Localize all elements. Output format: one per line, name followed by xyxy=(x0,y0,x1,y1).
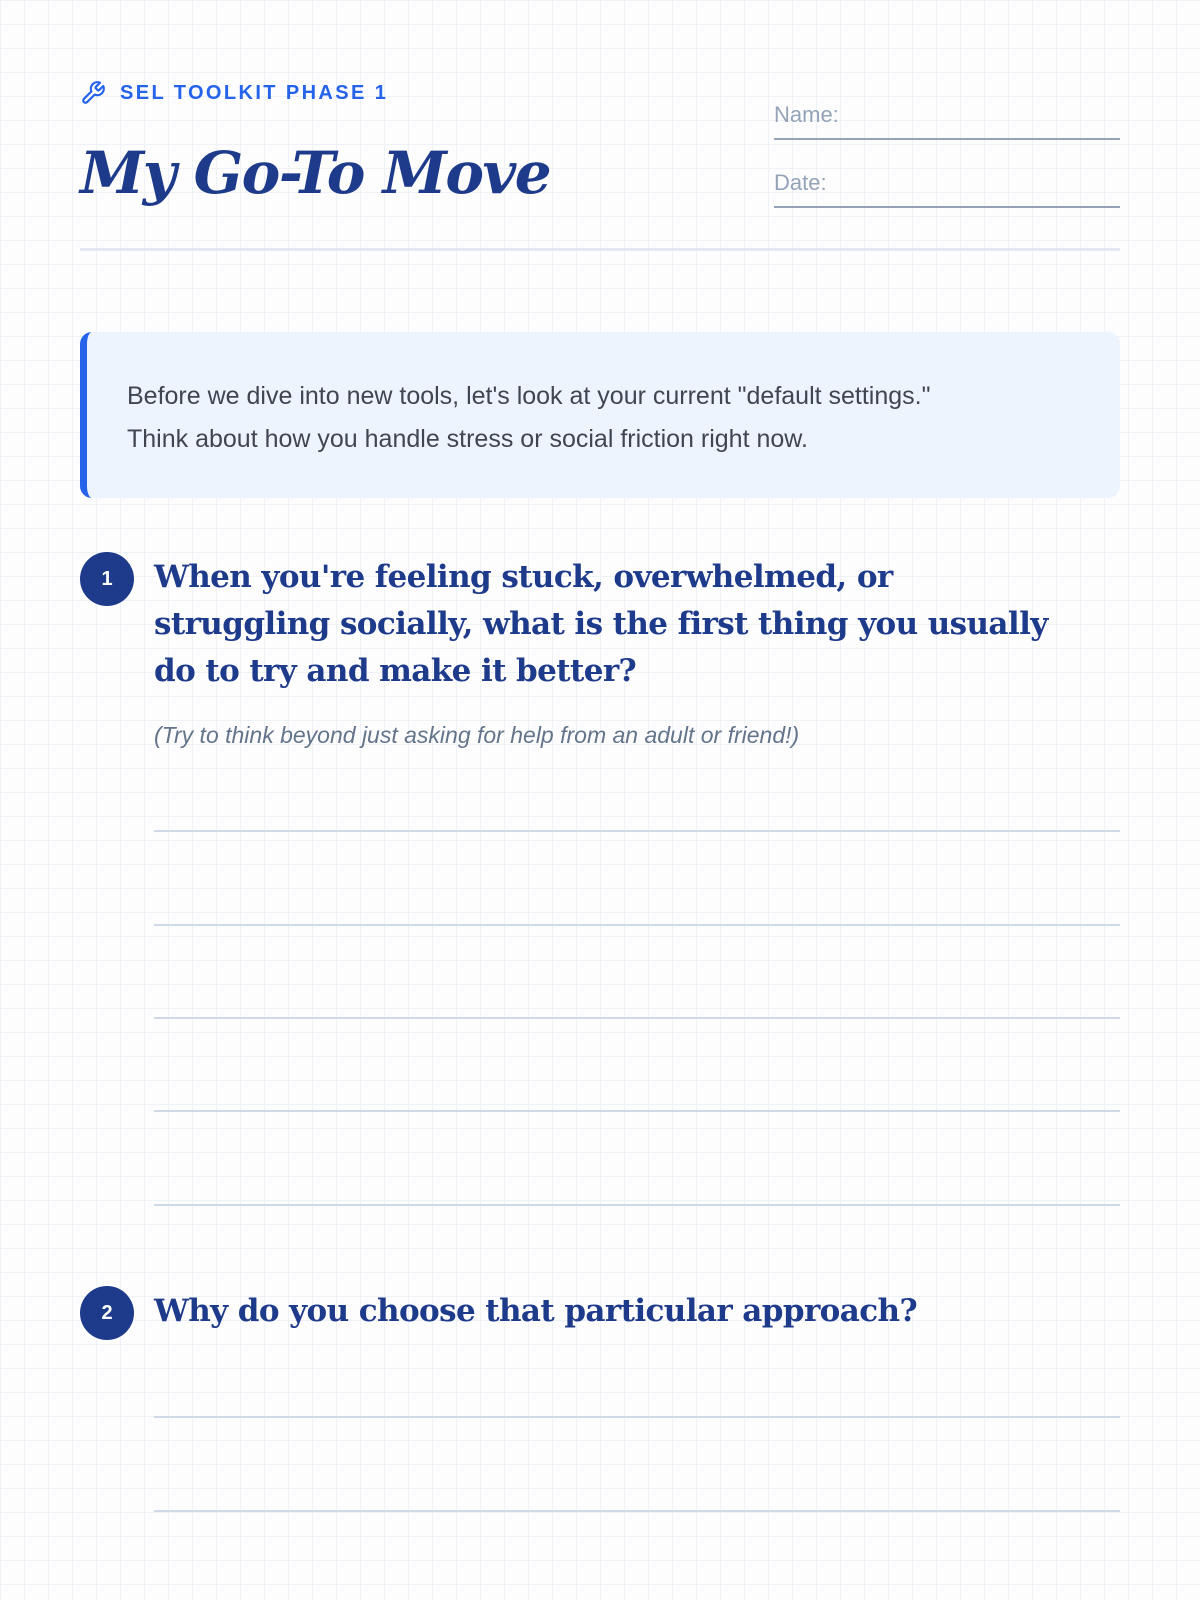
question-2-text: Why do you choose that particular approach? xyxy=(154,1293,918,1329)
wrench-icon xyxy=(80,80,106,106)
question-1-answer-line[interactable] xyxy=(154,830,1120,832)
question-1-text: When you're feeling stuck, overwhelmed, or struggling socially, what is the first thing you usually do to try and make it better? xyxy=(154,559,1048,689)
question-1-answer-line[interactable] xyxy=(154,1110,1120,1112)
question-1-hint: (Try to think beyond just asking for help from an adult or friend!) xyxy=(154,722,800,748)
question-1-answer-line[interactable] xyxy=(154,924,1120,926)
date-label: Date: xyxy=(774,170,827,195)
eyebrow-label: SEL TOOLKIT PHASE 1 xyxy=(120,81,389,104)
name-field[interactable] xyxy=(774,100,1120,140)
question-2-answer-line[interactable] xyxy=(154,1416,1120,1418)
worksheet-page xyxy=(80,0,1120,1600)
question-1-answer-line[interactable] xyxy=(154,1017,1120,1019)
question-2-answer-line[interactable] xyxy=(154,1510,1120,1512)
page-title: My Go-To Move xyxy=(80,139,551,207)
header-divider xyxy=(80,248,1120,251)
name-label: Name: xyxy=(774,102,839,127)
intro-callout xyxy=(80,332,1120,498)
question-1-answer-line[interactable] xyxy=(154,1204,1120,1206)
eyebrow xyxy=(80,80,388,106)
intro-line-1: Before we dive into new tools, let's look at your current "default settings." xyxy=(127,382,931,410)
question-1-number-badge: 1 xyxy=(80,552,134,606)
intro-line-2: Think about how you handle stress or social friction right now. xyxy=(127,425,808,453)
question-2-number-badge: 2 xyxy=(80,1286,134,1340)
date-field[interactable] xyxy=(774,168,1120,208)
